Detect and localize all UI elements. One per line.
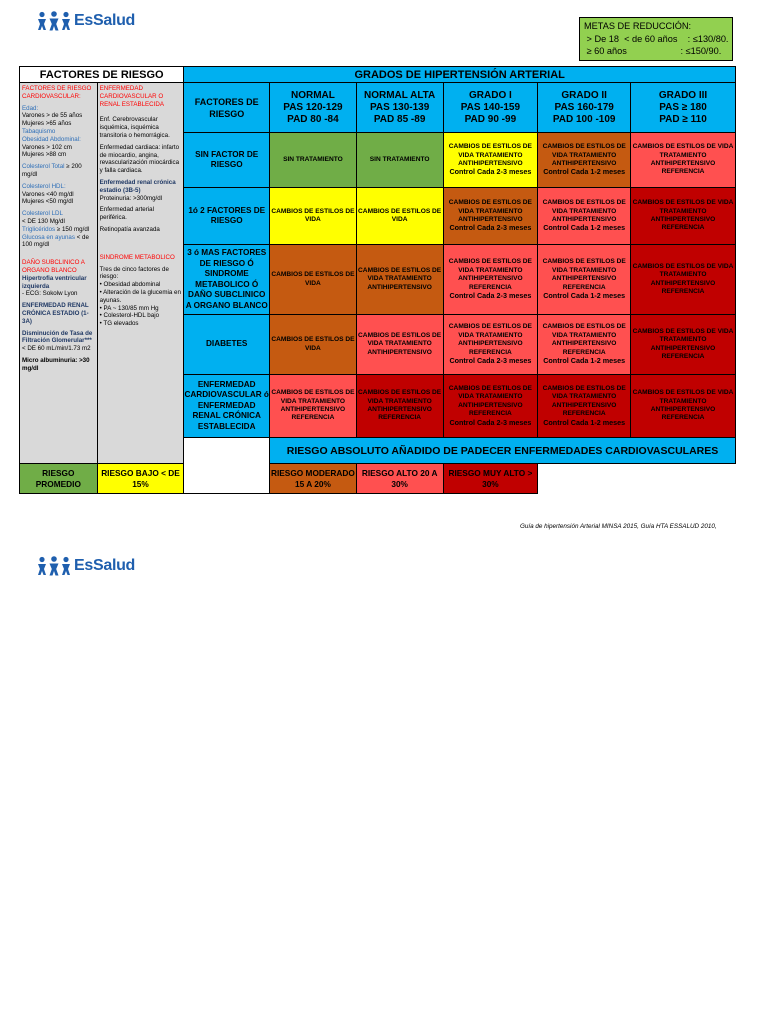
trig-text: ≥ 150 mg/dl [55,225,90,233]
col-header-grado-1: GRADO I PAS 140-159 PAD 90 -99 [443,83,538,133]
cell-r4-c5: CAMBIOS DE ESTILOS DE VIDA TRATAMIENTO ANTIHIPERTENSIVO REFERENCIA [631,315,736,375]
risk-factors-column [20,83,98,464]
hypertension-risk-table [19,66,736,494]
retinopathy-text: Retinopatía avanzada [99,225,160,233]
cell-r1-c1: SIN TRATAMIENTO [270,133,357,188]
cell-r1-c5: CAMBIOS DE ESTILOS DE VIDA TRATAMIENTO ANTIHIPERTENSIVO REFERENCIA [631,133,736,188]
goals-line-1: > De 18 < de 60 años : ≤130/80. [584,33,729,44]
cell-r4-c3: CAMBIOS DE ESTILOS DE VIDA TRATAMIENTO ANTIHIPERTENSIVO REFERENCIA Control Cada 2-3 meses [443,315,538,375]
col-header-grado-3: GRADO III PAS ≥ 180 PAD ≥ 110 [631,83,736,133]
col-header-normal-alta: NORMAL ALTA PAS 130-139 PAD 85 -89 [356,83,443,133]
cell-r3-c1: CAMBIOS DE ESTILOS DE VIDA [270,245,357,315]
cell-r3-c3: CAMBIOS DE ESTILOS DE VIDA TRATAMIENTO ANTIHIPERTENSIVO REFERENCIA Control Cada 2-3 meses [443,245,538,315]
cell-r1-c3: CAMBIOS DE ESTILOS DE VIDA TRATAMIENTO ANTIHIPERTENSIVO Control Cada 2-3 meses [443,133,538,188]
cell-r1-c4: CAMBIOS DE ESTILOS DE VIDA TRATAMIENTO ANTIHIPERTENSIVO Control Cada 1-2 meses [538,133,631,188]
tabaquismo-label: Tabaquismo [22,127,56,135]
ecg-text: - ECG: Sokolw Lyon [22,290,78,298]
hdl-text: Varones <40 mg/dl Mujeres <50 mg/dl [22,190,74,206]
risk-alto: RIESGO ALTO 20 A 30% [356,464,443,494]
risk-moderado: RIESGO MODERADO 15 A 20% [270,464,357,494]
glucosa-text: < de 100 mg/dl [22,233,89,249]
row-label-3-mas-factores: 3 ó MAS FACTORES DE RIESGO Ó SINDROME METABOLICO Ó DAÑO SUBCLINICO A ORGANO BLANCO [184,245,270,315]
ldl-label: Colesterol LDL [22,210,63,218]
metabolic-bullet: • Obesidad abdominal [99,281,161,289]
cell-r3-c5: CAMBIOS DE ESTILOS DE VIDA TRATAMIENTO ANTIHIPERTENSIVO REFERENCIA [631,245,736,315]
metabolic-heading: SINDROME METABOLICO [99,253,175,261]
brand-name: EsSalud [74,557,136,574]
tfg-value: < DE 60 mL/min/1.73 m2 [22,345,91,353]
people-icon [37,11,71,31]
metabolic-bullet: • PA ~ 130/85 mm Hg [99,304,159,312]
col-header-normal: NORMAL PAS 120-129 PAD 80 -84 [270,83,357,133]
essalud-logo-bottom [37,556,135,576]
cardiac-text: Enfermedad cardiaca: infarto de miocardio, angina, revascularización miocárdica y falla cardiaca. [99,143,180,175]
risk-muy-alto: RIESGO MUY ALTO > 30% [443,464,538,494]
proteinuria-text: Proteinuria: >300mg/dl [99,194,163,202]
brand-name: EsSalud [74,12,136,29]
cv-risk-heading: FACTORES DE RIESGO CARDIOVASCULAR: [22,85,92,100]
cell-r4-c2: CAMBIOS DE ESTILOS DE VIDA TRATAMIENTO ANTIHIPERTENSIVO [356,315,443,375]
ldl-text: < DE 130 Mg/dl [22,217,65,225]
factores-header: FACTORES DE RIESGO [184,83,270,133]
hdl-label: Colesterol HDL: [22,182,66,190]
glucosa-label: Glucosa en ayunas [22,233,75,241]
cerebrovascular-text: Enf. Cerebrovascular isquémica, isquémica transitoria o hemorrágica. [99,116,170,139]
goals-title: METAS DE REDUCCIÓN: [584,21,692,31]
cell-r5-c2: CAMBIOS DE ESTILOS DE VIDA TRATAMIENTO ANTIHIPERTENSIVO REFERENCIA [356,375,443,438]
arterial-text: Enfermedad arterial periférica. [99,206,154,222]
cell-r4-c4: CAMBIOS DE ESTILOS DE VIDA TRATAMIENTO ANTIHIPERTENSIVO REFERENCIA Control Cada 1-2 meses [538,315,631,375]
cell-r2-c2: CAMBIOS DE ESTILOS DE VIDA [356,188,443,245]
obesidad-text: Varones > 102 cm Mujeres >88 cm [22,143,72,159]
people-icon [37,556,71,576]
left-title: FACTORES DE RIESGO [20,67,184,83]
cell-r3-c4: CAMBIOS DE ESTILOS DE VIDA TRATAMIENTO ANTIHIPERTENSIVO REFERENCIA Control Cada 1-2 meses [538,245,631,315]
tfg-text: Disminución de Tasa de Filtración Glomerular*** [22,329,93,345]
cell-r2-c5: CAMBIOS DE ESTILOS DE VIDA TRATAMIENTO ANTIHIPERTENSIVO REFERENCIA [631,188,736,245]
cell-r3-c2: CAMBIOS DE ESTILOS DE VIDA TRATAMIENTO ANTIHIPERTENSIVO [356,245,443,315]
col-total-label: Colesterol Total [22,163,65,171]
cell-r5-c5: CAMBIOS DE ESTILOS DE VIDA TRATAMIENTO ANTIHIPERTENSIVO REFERENCIA [631,375,736,438]
risk-promedio: RIESGO PROMEDIO [20,464,98,494]
metabolic-bullet: • Alteración de la glucemia en ayunas. [99,288,181,304]
trig-label: Triglicéridos [22,225,56,233]
micro-text: Micro albuminuria: >30 mg/dl [22,356,90,372]
edad-text: Varones > de 55 años Mujeres >65 años [22,112,83,128]
row-label-sin-factor: SIN FACTOR DE RIESGO [184,133,270,188]
blank-cell [184,438,270,494]
hvi-text: Hipertrofia ventricular izquierda [22,274,87,290]
goals-line-2: ≥ 60 años : ≤150/90. [584,46,722,56]
cell-r5-c4: CAMBIOS DE ESTILOS DE VIDA TRATAMIENTO ANTIHIPERTENSIVO REFERENCIA Control Cada 1-2 meses [538,375,631,438]
row-label-enfermedad-cv: ENFERMEDAD CARDIOVASCULAR ó ENFERMEDAD RENAL CRÓNICA ESTABLECIDA [184,375,270,438]
risk-bajo: RIESGO BAJO < DE 15% [97,464,184,494]
cell-r2-c3: CAMBIOS DE ESTILOS DE VIDA TRATAMIENTO ANTIHIPERTENSIVO Control Cada 2-3 meses [443,188,538,245]
metabolic-bullet: • Colesterol-HDL bajo [99,312,160,320]
risk-title: RIESGO ABSOLUTO AÑADIDO DE PADECER ENFERMEDADES CARDIOVASCULARES [270,438,736,464]
right-title: GRADOS DE HIPERTENSIÓN ARTERIAL [184,67,736,83]
cell-r5-c3: CAMBIOS DE ESTILOS DE VIDA TRATAMIENTO ANTIHIPERTENSIVO REFERENCIA Control Cada 2-3 meses [443,375,538,438]
cell-r2-c4: CAMBIOS DE ESTILOS DE VIDA TRATAMIENTO ANTIHIPERTENSIVO Control Cada 1-2 meses [538,188,631,245]
erc-text: ENFERMEDAD RENAL CRÓNICA ESTADIO (1-3A) [22,302,89,325]
source-footnote: Guía de hipertensión Arterial MINSA 2015, Guía HTA ESSALUD 2010, [520,523,717,530]
reduction-goals-box [579,17,733,61]
cell-r5-c1: CAMBIOS DE ESTILOS DE VIDA TRATAMIENTO ANTIHIPERTENSIVO REFERENCIA [270,375,357,438]
obesidad-label: Obesidad Abdominal: [22,135,81,143]
renal-text: Enfermedad renal crónica estadio (3B-5) [99,178,176,194]
established-heading: ENFERMEDAD CARDIOVASCULAR O RENAL ESTABLECIDA [99,85,164,108]
col-total-text: ≥ 200 mg/dl [22,163,82,178]
metabolic-intro: Tres de cinco factores de riesgo: [99,265,169,281]
edad-label: Edad: [22,104,39,112]
essalud-logo [37,11,135,31]
cell-r2-c1: CAMBIOS DE ESTILOS DE VIDA [270,188,357,245]
subclinical-heading: DAÑO SUBCLINICO A ORGANO BLANCO [22,259,85,274]
cell-r1-c2: SIN TRATAMIENTO [356,133,443,188]
metabolic-bullet: • TG elevados [99,320,139,328]
col-header-grado-2: GRADO II PAS 160-179 PAD 100 -109 [538,83,631,133]
cell-r4-c1: CAMBIOS DE ESTILOS DE VIDA [270,315,357,375]
row-label-1-2-factores: 1ó 2 FACTORES DE RIESGO [184,188,270,245]
row-label-diabetes: DIABETES [184,315,270,375]
established-disease-column [97,83,184,464]
